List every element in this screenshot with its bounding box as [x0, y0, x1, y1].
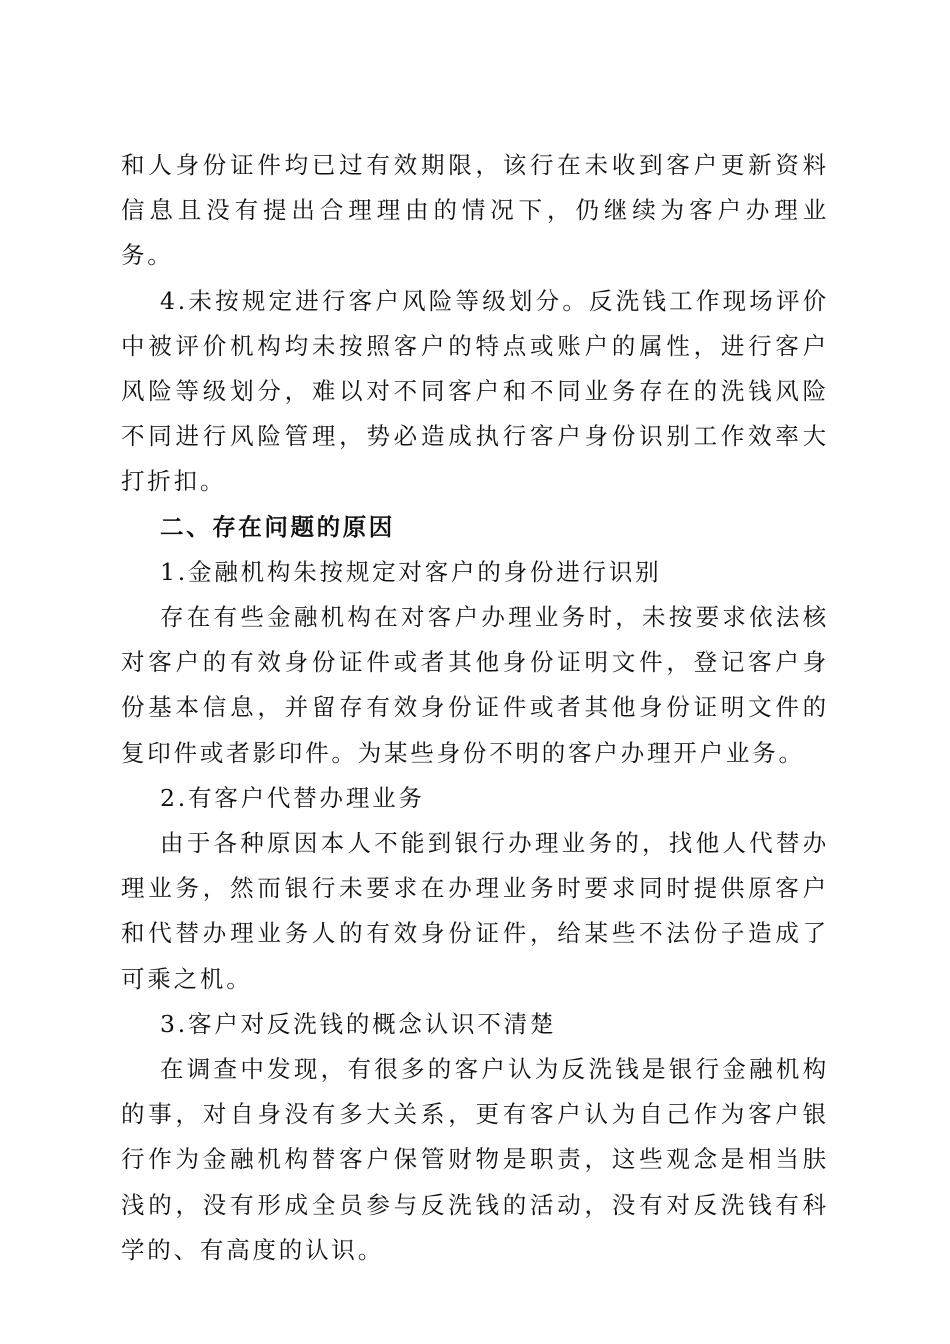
section-heading-causes: 二、存在问题的原因	[160, 512, 395, 541]
paragraph-proxy: 由于各种原因本人不能到银行办理业务的，找他人代替办理业务，然而银行未要求在办理业务时要求同时提供原客户和代替办理业务人的有效身份证件，给某些不法份子造成了可乘之机。	[121, 829, 829, 993]
body-text	[121, 143, 829, 1273]
paragraph-risk-classification: 4.未按规定进行客户风险等级划分。反洗钱工作现场评价中被评价机构均未按照客户的特点或账户的属性，进行客户风险等级划分，难以对不同客户和不同业务存在的洗钱风险不同进行风险管理，势必造成执行客户身份识别工作效率大打折扣。	[121, 286, 829, 496]
paragraph-awareness: 在调查中发现，有很多的客户认为反洗钱是银行金融机构的事，对自身没有多大关系，更有客户认为自己作为客户银行作为金融机构替客户保管财物是职责，这些观念是相当肤浅的，没有形成全员参与反洗钱的活动，没有对反洗钱有科学的、有高度的认识。	[121, 1055, 829, 1264]
subheading-awareness: 3.客户对反洗钱的概念认识不清楚	[160, 1009, 557, 1038]
paragraph-continuation: 和人身份证件均已过有效期限，该行在未收到客户更新资料信息且没有提出合理理由的情况下，仍继续为客户办理业务。	[121, 151, 829, 270]
subheading-proxy: 2.有客户代替办理业务	[160, 783, 425, 812]
paragraph-identification: 存在有些金融机构在对客户办理业务时，未按要求依法核对客户的有效身份证件或者其他身份证明文件，登记客户身份基本信息，并留存有效身份证件或者其他身份证明文件的复印件或者影印件。为某些身份不明的客户办理开户业务。	[121, 603, 829, 767]
subheading-identification: 1.金融机构朱按规定对客户的身份进行识别	[160, 557, 662, 586]
